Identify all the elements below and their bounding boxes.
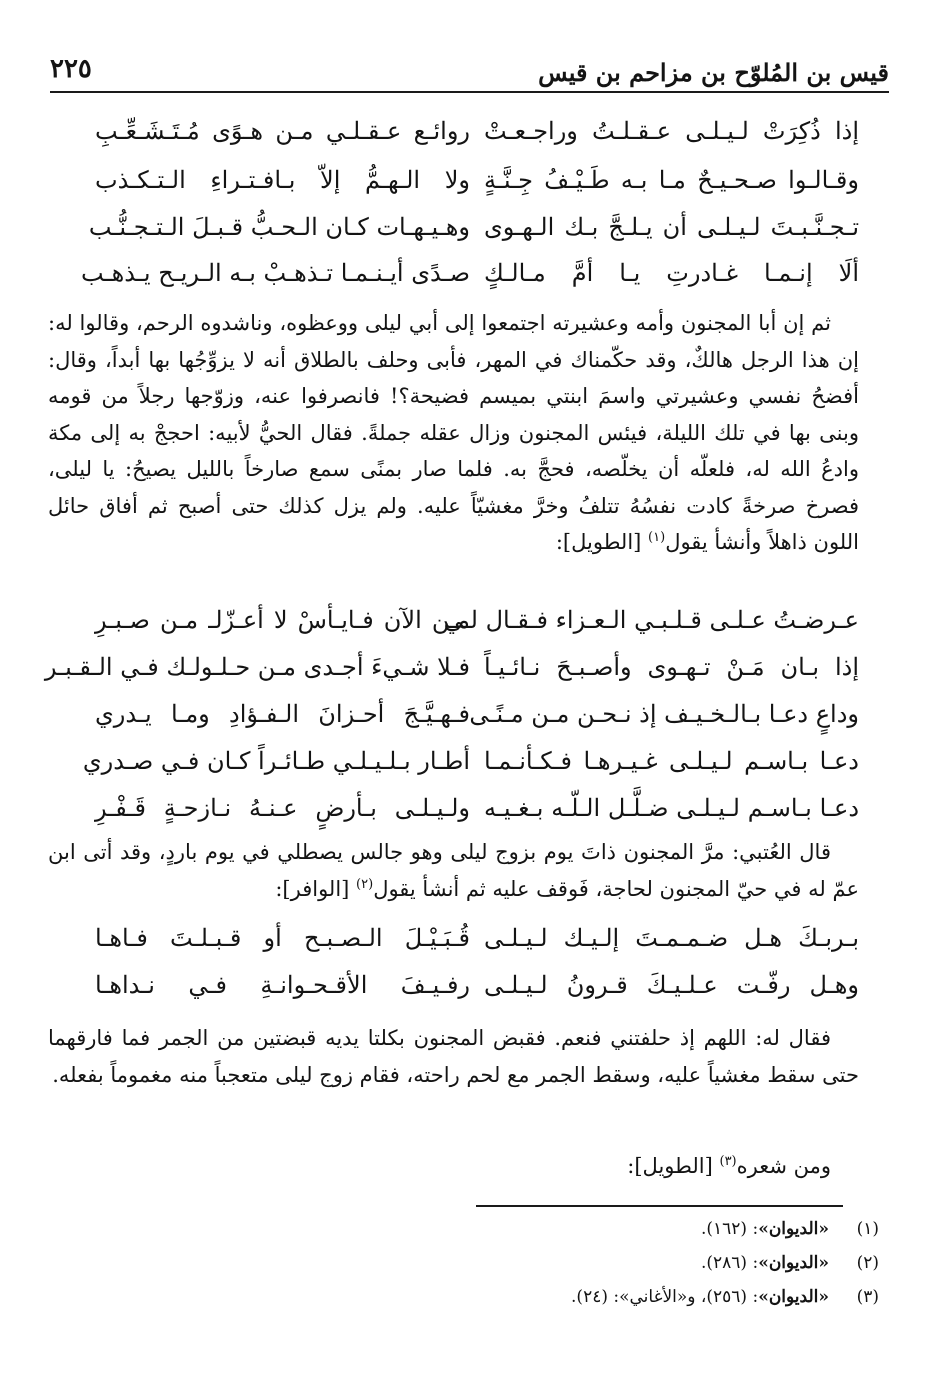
first-hemistich: عـرضـتُ عـلـى قـلـبـي الـعـزاء فـقـال لـي	[443, 606, 859, 634]
first-hemistich: ألَا إنـمـا غـادرتِ يـا أمَّ مـالـكٍ	[484, 259, 859, 287]
second-hemistich: فـلا شـيءَ أجـدى مـن حـلـولـك فـي الـقـبـر	[44, 653, 470, 681]
footnote-source: «الديوان»	[758, 1287, 829, 1307]
second-hemistich: روائـع عـقـلـي مـن هـوًى مُـتَـشَـعِّـبِ	[95, 117, 470, 145]
verse-line	[60, 747, 859, 785]
first-hemistich: إذا ذُكِرَتْ لـيـلـى عـقـلـتُ وراجـعـتْ	[484, 117, 859, 145]
first-hemistich: إذا بـان مَـنْ تـهـوى وأصـبـحَ نـائـيـاً	[484, 653, 859, 681]
second-hemistich: وهـيـهـات كـان الـحـبُّ قـبـلَ الـتـجـنُّـب	[88, 213, 470, 241]
header-rule	[50, 91, 889, 93]
second-hemistich: ولا الـهـمُّ إلاّ بـافـتـراءِ الـتـكـذب	[95, 166, 470, 194]
footnote	[200, 1287, 879, 1319]
second-hemistich: فـهـيَّـجَ أحـزانَ الـفـؤادِ ومـا يـدري	[95, 700, 470, 728]
footnote-ref: (١)	[648, 530, 666, 545]
footnote-detail: : (١٦٢).	[700, 1219, 759, 1239]
verse-line	[60, 924, 859, 962]
second-hemistich: رفـيـفَ الأقـحـوانـةِ فـي نـداهـا	[95, 971, 470, 999]
verse-line	[60, 971, 859, 1009]
second-hemistich: مـن الآن فـايـأسْ لا أعـزّلـ مـن صـبـرِ	[95, 606, 470, 634]
second-hemistich: أطـار بـلـيـلـي طـائـراً كـان فـي صـدري	[82, 747, 470, 775]
meter-label: [الطويل]:	[555, 530, 649, 554]
first-hemistich: وهـل رفّـت عـلـيـكَ قـرونُ لـيـلـى	[484, 971, 859, 999]
verse-line	[60, 213, 859, 251]
running-title: قيس بن المُلوّح بن مزاحم بن قيس	[538, 58, 889, 87]
prose-paragraph	[48, 305, 859, 561]
footnote-source: «الديوان»	[758, 1219, 829, 1239]
footnote-number: (٢)	[856, 1253, 879, 1273]
verse-line	[60, 606, 859, 644]
footnote-number: (١)	[856, 1219, 879, 1239]
page-number: ٢٢٥	[50, 54, 92, 84]
first-hemistich: دعـا بـاسـم لـيـلـى ضـلَّـل الـلّـه بـغـيـه	[484, 794, 859, 822]
paragraph-text: ثم إن أبا المجنون وأمه وعشيرته اجتمعوا إلى أبي ليلى ووعظوه، وناشدوه الرحم، وقالوا له: إن هذا الرجل هالكٌ، وقد حكّمناك في المهر، فأبى وحلف بالطلاق أنه لا يزوِّجُها بها أبداً، وقال: أفضحُ نفسي وعشيرتي واسمَ ابنتي بميسم فضيحة؟! فانصرفوا عنه، وزوّجها رجلاً من قومه وبنى بها في تلك الليلة، فيئس المجنون وزال عقله جملةً. فقال الحيُّ لأبيه: احججْ به إلى مكة وادعُ الله له، فلعلّه أن يخلّصه، فحجَّ به. فلما صار بمنًى سمع صارخاً بالليل يصيحُ: يا ليلى، فصرخ صرخةً كادت نفسُهُ تتلفُ وخرَّ مغشيّاً عليه. ولم يزل كذلك حتى أصبح ثم أفاق حائل اللون ذاهلاً وأنشأ يقول$^{(١)}$ [الطويل]:	[48, 311, 859, 554]
running-header	[50, 50, 889, 90]
verse-line	[60, 166, 859, 204]
first-hemistich: دعـا بـاسـم لـيـلـى غـيـرهـا فـكـأنـمـا	[484, 747, 859, 775]
second-hemistich: ولـيـلـى بـأرضٍ عـنـهُ نـازحـةٍ قَـفْـرِ	[95, 794, 470, 822]
verse-line	[60, 794, 859, 832]
first-hemistich: وداعٍ دعـا بـالـخـيـف إذ نـحـن مـن مـنًـى	[469, 700, 859, 728]
footnote	[200, 1253, 879, 1285]
footnote	[200, 1219, 879, 1251]
meter-label: [الطويل]:	[627, 1154, 720, 1178]
verse-line	[60, 259, 859, 297]
footnote-number: (٣)	[856, 1287, 879, 1307]
prose-paragraph	[48, 834, 859, 907]
paragraph-text: قال العُتبي: مرَّ المجنون ذاتَ يوم بزوج ليلى وهو جالس يصطلي في يوم باردٍ، وقد أتى ابن عمّ له في حيّ المجنون لحاجة، فَوقف عليه ثم أنشأ يقول$^{(٢)}$ [الوافر]:	[48, 840, 859, 901]
footnote-ref: (٢)	[356, 876, 374, 892]
paragraph-text: ومن شعره$^{(٣)}$ [الطويل]:	[627, 1154, 831, 1178]
first-hemistich: بـربـكَ هـل ضـمـمـتَ إلـيـك لـيـلـى	[484, 924, 859, 952]
first-hemistich: وقـالـوا صـحـيـحٌ مـا بـه طَـيْـفُ جِـنَّـةٍ	[484, 166, 859, 194]
prose-paragraph	[48, 1148, 859, 1185]
second-hemistich: قُـبَـيْـلَ الـصـبـح أو قـبـلـتَ فـاهـا	[95, 924, 470, 952]
meter-label: [الوافر]:	[275, 876, 357, 901]
paragraph-text: فقال له: اللهم إذ حلفتني فنعم. فقبض المجنون بكلتا يديه قبضتين من الجمر فما فارقهما حتى سقط مغشياً عليه، وسقط الجمر مع لحم راحته، فقام زوج ليلى متعجباً منه مغموماً بفعله.	[48, 1026, 859, 1087]
footnote-rule	[476, 1205, 843, 1207]
verse-line	[60, 117, 859, 155]
second-hemistich: صـدًى أيـنـمـا تـذهـبْ بـه الـريـح يـذهـب	[81, 259, 470, 287]
footnote-ref: (٣)	[719, 1154, 737, 1169]
prose-paragraph	[48, 1020, 859, 1093]
footnote-detail: : (٢٥٦)، و«الأغاني»: (٢٤).	[571, 1287, 759, 1307]
verse-line	[44, 653, 859, 691]
footnote-source: «الديوان»	[758, 1253, 829, 1273]
verse-line	[60, 700, 859, 738]
first-hemistich: تـجـنَّـبـتَ لـيـلـى أن يـلـجَّ بـك الـهـوى	[484, 213, 859, 241]
footnote-detail: : (٢٨٦).	[700, 1253, 759, 1273]
